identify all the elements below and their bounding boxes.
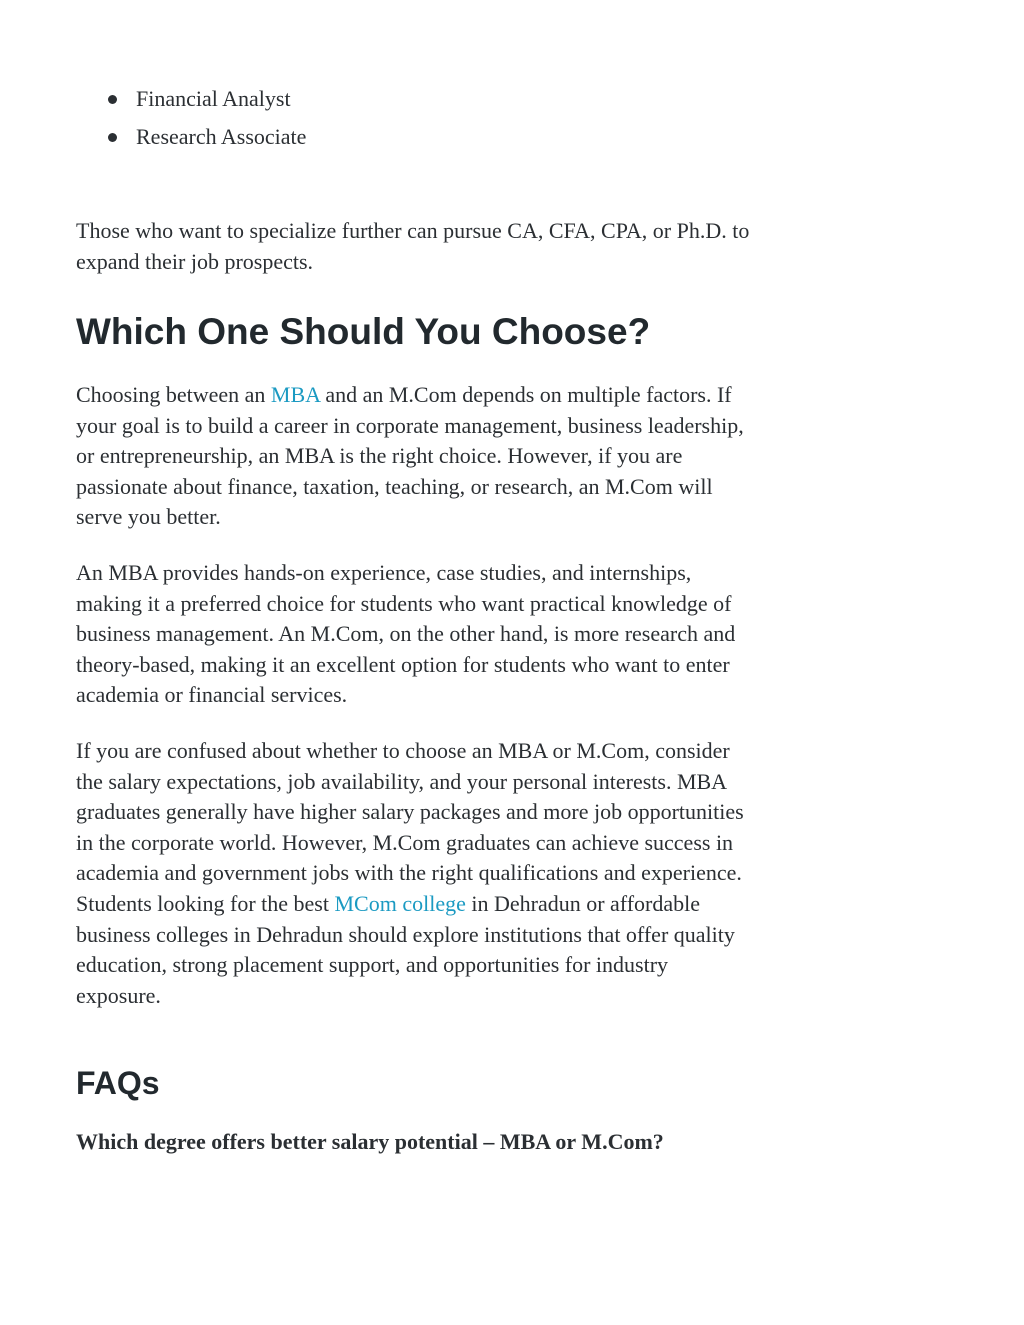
text-line [76, 891, 700, 916]
comparison-paragraph [76, 558, 876, 711]
bullet-icon [108, 95, 117, 104]
text-line: the salary expectations, job availability, and your personal interests. MBA [76, 768, 728, 794]
text-line: in the corporate world. However, M.Com graduates can achieve success in [76, 829, 734, 855]
list-item-text: Financial Analyst [136, 86, 291, 111]
text-line: theory-based, making it an excellent option for students who want to enter [76, 651, 730, 677]
section-heading-choose: Which One Should You Choose? [76, 311, 651, 352]
list-item [106, 118, 306, 156]
text-fragment: Choosing between an [76, 382, 271, 407]
text-line: academia and government jobs with the right qualifications and experience. [76, 860, 742, 886]
faq-question: Which degree offers better salary potential – MBA or M.Com? [76, 1129, 664, 1154]
list-item [106, 80, 306, 118]
specialization-paragraph [76, 216, 876, 277]
text-line: serve you better. [76, 504, 221, 530]
text-line: academia or financial services. [76, 682, 348, 708]
advice-paragraph [76, 736, 876, 1011]
career-list [106, 80, 306, 156]
text-line: or entrepreneurship, an MBA is the right choice. However, if you are [76, 443, 683, 469]
text-line: your goal is to build a career in corporate management, business leadership, [76, 412, 744, 438]
text-line: business management. An M.Com, on the other hand, is more research and [76, 621, 736, 647]
text-line: passionate about finance, taxation, teaching, or research, an M.Com will [76, 473, 713, 499]
text-line: An MBA provides hands-on experience, case studies, and internships, [76, 560, 692, 585]
section-heading-faqs: FAQs [76, 1065, 160, 1101]
text-fragment: and an M.Com depends on multiple factors. If [319, 382, 732, 407]
list-item-text: Research Associate [136, 124, 307, 149]
mcom-college-link[interactable]: MCom college [334, 890, 466, 916]
text-fragment: Students looking for the best [76, 890, 335, 916]
text-line: exposure. [76, 982, 161, 1008]
mba-link[interactable]: MBA [270, 382, 320, 407]
text-line: business colleges in Dehradun should explore institutions that offer quality [76, 921, 735, 947]
text-line: graduates generally have higher salary packages and more job opportunities [76, 799, 744, 825]
bullet-icon [108, 133, 117, 142]
text-line: expand their job prospects. [76, 248, 314, 274]
text-line: If you are confused about whether to choose an MBA or M.Com, consider [76, 738, 730, 763]
text-line: making it a preferred choice for students who want practical knowledge of [76, 590, 732, 616]
text-line: Those who want to specialize further can pursue CA, CFA, CPA, or Ph.D. to [76, 218, 750, 243]
text-line: education, strong placement support, and opportunities for industry [76, 952, 669, 978]
text-line [76, 382, 732, 407]
text-fragment: in Dehradun or affordable [465, 890, 701, 916]
choosing-paragraph [76, 380, 876, 533]
